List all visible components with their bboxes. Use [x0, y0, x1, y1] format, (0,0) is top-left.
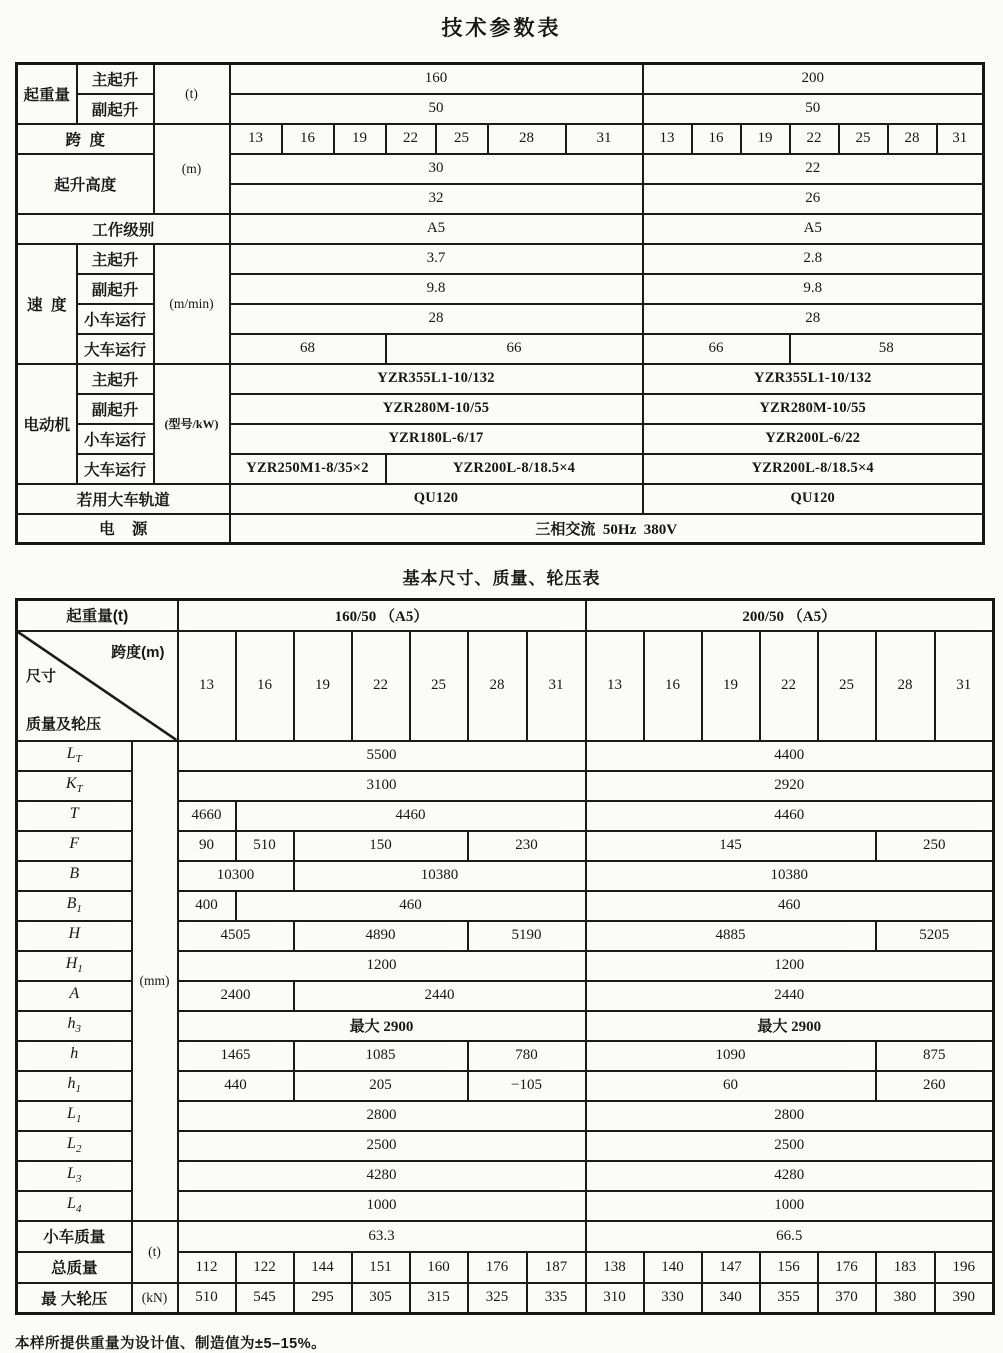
cell-H-g1b: 4890: [294, 921, 468, 951]
row-motor-main: [17, 364, 984, 394]
cell-h1-g2b: 260: [876, 1071, 994, 1101]
label-dim-A: [17, 981, 132, 1011]
cell-F-g1c: 150: [294, 831, 468, 861]
cell-motor-trolley-g2: YZR200L-6/22: [643, 424, 984, 454]
cell-LT-g2: 4400: [586, 741, 994, 771]
label-lifting-capacity: 起重量: [17, 64, 77, 124]
dim-symbol: h: [70, 1045, 79, 1063]
cell-h-g1a: 1465: [178, 1041, 294, 1071]
cell-speed-trolley-g1: 28: [230, 304, 643, 334]
cell-span-g2-13: 13: [643, 124, 692, 154]
cell-span-g2-19: 19: [741, 124, 790, 154]
dim-symbol: L: [67, 1195, 76, 1213]
label-span: 跨 度: [17, 124, 154, 154]
dim-symbol: h: [67, 1075, 76, 1093]
label-dim-H: [17, 921, 132, 951]
cell-cap-main-g2: 200: [643, 64, 984, 94]
cell-total-g1-19: 144: [294, 1252, 352, 1283]
row-dim-LT: [17, 741, 994, 771]
cell-span-g1-31: 31: [566, 124, 643, 154]
diag-span-label: 跨度(m): [111, 643, 165, 661]
cell-total-g1-22: 151: [352, 1252, 410, 1283]
cell-B1-g2: 460: [586, 891, 994, 921]
dim-subscript: 1: [75, 1113, 82, 1126]
cell-L1-g1: 2800: [178, 1101, 586, 1131]
cell-wheel-g1-16: 545: [236, 1283, 294, 1314]
col-g1-19: 19: [294, 631, 352, 741]
row-rail: [17, 484, 984, 514]
dim-symbol: F: [69, 835, 80, 853]
cell-h-g1c: 780: [468, 1041, 586, 1071]
col-g2-19: 19: [702, 631, 760, 741]
cell-A-g1b: 2440: [294, 981, 586, 1011]
cell-T-g2: 4460: [586, 801, 994, 831]
cell-F-g1b: 510: [236, 831, 294, 861]
cell-total-g1-13: 112: [178, 1252, 236, 1283]
cell-speed-main-g1: 3.7: [230, 244, 643, 274]
technical-parameters-table: [15, 62, 985, 545]
cell-motor-main-g2: YZR355L1-10/132: [643, 364, 984, 394]
dim-symbol: H: [65, 955, 78, 973]
cell-total-g1-25: 160: [410, 1252, 468, 1283]
cell-h-g2a: 1090: [586, 1041, 876, 1071]
row-capacity-header: [17, 600, 994, 631]
cell-L1-g2: 2800: [586, 1101, 994, 1131]
row-trolley-mass: [17, 1221, 994, 1252]
cell-total-g2-22: 156: [760, 1252, 818, 1283]
cell-H-g2b: 5205: [876, 921, 994, 951]
row-duty-class: [17, 214, 984, 244]
cell-F-g2a: 145: [586, 831, 876, 861]
cell-h3-g1: 最大 2900: [178, 1011, 586, 1041]
label-dim-L2: [17, 1131, 132, 1161]
dim-symbol: B: [69, 865, 80, 883]
label-lifting-height: 起升高度: [17, 154, 154, 214]
cell-wheel-g2-31: 390: [935, 1283, 994, 1314]
cell-total-g2-13: 138: [586, 1252, 644, 1283]
label-speed-aux-hoist: 副起升: [77, 274, 154, 304]
label-dim-h3: [17, 1011, 132, 1041]
dim-symbol: L: [67, 1165, 76, 1183]
cell-speed-crane-g1a: 68: [230, 334, 386, 364]
unit-model-kw: (型号/kW): [154, 364, 230, 484]
cell-motor-aux-g1: YZR280M-10/55: [230, 394, 643, 424]
label-trolley-mass: 小车质量: [17, 1221, 132, 1252]
row-diagonal-header: [17, 631, 994, 741]
label-motor: 电动机: [17, 364, 77, 484]
cell-speed-trolley-g2: 28: [643, 304, 984, 334]
col-g1-25: 25: [410, 631, 468, 741]
cell-span-g1-13: 13: [230, 124, 282, 154]
cell-group2-header: 200/50 （A5）: [586, 600, 994, 631]
cell-speed-crane-g2a: 66: [643, 334, 790, 364]
cell-height-a-g2: 22: [643, 154, 984, 184]
cell-h-g1b: 1085: [294, 1041, 468, 1071]
label-dim-LT: [17, 741, 132, 771]
cell-height-a-g1: 30: [230, 154, 643, 184]
label-dim-h1: [17, 1071, 132, 1101]
cell-total-g2-25: 176: [818, 1252, 876, 1283]
row-span: [17, 124, 984, 154]
label-dim-H1: [17, 951, 132, 981]
col-g1-28: 28: [468, 631, 527, 741]
cell-F-g2b: 250: [876, 831, 994, 861]
diag-dimension-label: 尺寸: [26, 667, 57, 685]
label-speed-trolley: 小车运行: [77, 304, 154, 334]
label-speed: 速 度: [17, 244, 77, 364]
label-dim-T: [17, 801, 132, 831]
cell-LT-g1: 5500: [178, 741, 586, 771]
cell-wheel-g1-28: 325: [468, 1283, 527, 1314]
cell-speed-crane-g2b: 58: [790, 334, 984, 364]
label-dim-L3: [17, 1161, 132, 1191]
label-total-mass: 总质量: [17, 1252, 132, 1283]
label-max-wheel-load: 最 大轮压: [17, 1283, 132, 1314]
label-dim-h: [17, 1041, 132, 1071]
cell-speed-main-g2: 2.8: [643, 244, 984, 274]
cell-H-g1a: 4505: [178, 921, 294, 951]
cell-h1-g1b: 205: [294, 1071, 468, 1101]
cell-wheel-g2-16: 330: [644, 1283, 702, 1314]
row-max-wheel-load: [17, 1283, 994, 1314]
label-motor-aux-hoist: 副起升: [77, 394, 154, 424]
cell-duty-g2: A5: [643, 214, 984, 244]
dim-symbol: B: [66, 895, 77, 913]
cell-A-g1a: 2400: [178, 981, 294, 1011]
diagonal-header-cell: [17, 631, 178, 741]
cell-motor-main-g1: YZR355L1-10/132: [230, 364, 643, 394]
cell-T-g1a: 4660: [178, 801, 236, 831]
label-speed-crane: 大车运行: [77, 334, 154, 364]
label-main-hoist: 主起升: [77, 64, 154, 94]
cell-motor-trolley-g1: YZR180L-6/17: [230, 424, 643, 454]
cell-h1-g1a: 440: [178, 1071, 294, 1101]
col-g2-28: 28: [876, 631, 935, 741]
label-motor-trolley: 小车运行: [77, 424, 154, 454]
unit-metres: (m): [154, 124, 230, 214]
dim-subscript: 2: [75, 1143, 82, 1156]
label-dim-B: [17, 861, 132, 891]
col-g2-13: 13: [586, 631, 644, 741]
diag-mass-wheel-label: 质量及轮压: [26, 715, 102, 733]
cell-A-g2: 2440: [586, 981, 994, 1011]
dimensions-table-title: 基本尺寸、质量、轮压表: [402, 569, 601, 588]
dim-subscript: T: [76, 783, 83, 796]
dim-subscript: 3: [75, 1023, 81, 1036]
cell-wheel-g2-19: 340: [702, 1283, 760, 1314]
col-g2-25: 25: [818, 631, 876, 741]
cell-wheel-g1-25: 315: [410, 1283, 468, 1314]
cell-motor-crane-g1b: YZR200L-8/18.5×4: [386, 454, 643, 484]
cell-h1-g1c: −105: [468, 1071, 586, 1101]
cell-wheel-g2-13: 310: [586, 1283, 644, 1314]
row-speed-main: [17, 244, 984, 274]
cell-duty-g1: A5: [230, 214, 643, 244]
dim-symbol: L: [67, 1105, 76, 1123]
cell-H1-g2: 1200: [586, 951, 994, 981]
cell-B-g2: 10380: [586, 861, 994, 891]
cell-speed-aux-g1: 9.8: [230, 274, 643, 304]
cell-wheel-g2-28: 380: [876, 1283, 935, 1314]
label-motor-crane: 大车运行: [77, 454, 154, 484]
cell-speed-crane-g1b: 66: [386, 334, 643, 364]
row-power: [17, 514, 984, 544]
col-g1-16: 16: [236, 631, 294, 741]
dim-symbol: T: [69, 805, 79, 823]
cell-B1-g1a: 400: [178, 891, 236, 921]
cell-span-g1-25: 25: [436, 124, 488, 154]
cell-L4-g1: 1000: [178, 1191, 586, 1221]
unit-t-mass: (t): [132, 1221, 178, 1283]
cell-total-g2-31: 196: [935, 1252, 994, 1283]
cell-rail-g1: QU120: [230, 484, 643, 514]
cell-span-g2-16: 16: [692, 124, 741, 154]
cell-wheel-g1-31: 335: [527, 1283, 586, 1314]
cell-KT-g2: 2920: [586, 771, 994, 801]
col-g1-22: 22: [352, 631, 410, 741]
cell-wheel-g1-19: 295: [294, 1283, 352, 1314]
cell-cap-aux-g2: 50: [643, 94, 984, 124]
dim-subscript: 3: [75, 1173, 82, 1186]
cell-motor-crane-g1a: YZR250M1-8/35×2: [230, 454, 386, 484]
label-dim-L1: [17, 1101, 132, 1131]
row-capacity-main: [17, 64, 984, 94]
label-aux-hoist: 副起升: [77, 94, 154, 124]
label-capacity-t: 起重量(t): [17, 600, 178, 631]
dim-subscript: 1: [76, 903, 82, 916]
cell-motor-aux-g2: YZR280M-10/55: [643, 394, 984, 424]
label-motor-main-hoist: 主起升: [77, 364, 154, 394]
cell-F-g1d: 230: [468, 831, 586, 861]
dim-symbol: A: [69, 985, 80, 1003]
cell-h3-g2: 最大 2900: [586, 1011, 994, 1041]
cell-speed-aux-g2: 9.8: [643, 274, 984, 304]
cell-rail-g2: QU120: [643, 484, 984, 514]
dim-subscript: T: [75, 753, 82, 766]
cell-trolley-mass-g2: 66.5: [586, 1221, 994, 1252]
unit-m-per-min: (m/min): [154, 244, 230, 364]
cell-motor-crane-g2: YZR200L-8/18.5×4: [643, 454, 984, 484]
technical-parameters-title: 技术参数表: [441, 17, 562, 40]
label-dim-KT: [17, 771, 132, 801]
footer-note: 本样所提供重量为设计值、制造值为±5–15%。: [15, 1336, 327, 1352]
dim-symbol: h: [67, 1015, 76, 1033]
cell-wheel-g1-22: 305: [352, 1283, 410, 1314]
cell-span-g1-28: 28: [488, 124, 566, 154]
dim-subscript: 1: [77, 963, 83, 976]
cell-total-g1-16: 122: [236, 1252, 294, 1283]
cell-total-g2-28: 183: [876, 1252, 935, 1283]
cell-L4-g2: 1000: [586, 1191, 994, 1221]
cell-T-g1b: 4460: [236, 801, 586, 831]
dim-symbol: L: [67, 1135, 76, 1153]
cell-group1-header: 160/50 （A5）: [178, 600, 586, 631]
cell-H-g2a: 4885: [586, 921, 876, 951]
col-g2-22: 22: [760, 631, 818, 741]
unit-mm: (mm): [132, 741, 178, 1221]
label-rail: 若用大车轨道: [17, 484, 230, 514]
cell-height-b-g1: 32: [230, 184, 643, 214]
cell-cap-main-g1: 160: [230, 64, 643, 94]
label-duty-class: 工作级别: [17, 214, 230, 244]
cell-span-g2-28: 28: [888, 124, 937, 154]
cell-B-g1a: 10300: [178, 861, 294, 891]
cell-span-g1-22: 22: [386, 124, 436, 154]
col-g1-13: 13: [178, 631, 236, 741]
cell-cap-aux-g1: 50: [230, 94, 643, 124]
cell-L3-g1: 4280: [178, 1161, 586, 1191]
cell-L2-g1: 2500: [178, 1131, 586, 1161]
cell-KT-g1: 3100: [178, 771, 586, 801]
cell-h1-g2a: 60: [586, 1071, 876, 1101]
cell-total-g1-28: 176: [468, 1252, 527, 1283]
cell-span-g2-31: 31: [937, 124, 984, 154]
unit-tonnes: (t): [154, 64, 230, 124]
label-power: 电 源: [17, 514, 230, 544]
cell-span-g1-19: 19: [334, 124, 386, 154]
label-speed-main-hoist: 主起升: [77, 244, 154, 274]
cell-height-b-g2: 26: [643, 184, 984, 214]
col-g2-16: 16: [644, 631, 702, 741]
cell-h-g2b: 875: [876, 1041, 994, 1071]
cell-span-g2-25: 25: [839, 124, 888, 154]
cell-wheel-g1-13: 510: [178, 1283, 236, 1314]
cell-span-g1-16: 16: [282, 124, 334, 154]
cell-total-g1-31: 187: [527, 1252, 586, 1283]
col-g1-31: 31: [527, 631, 586, 741]
label-dim-F: [17, 831, 132, 861]
dim-subscript: 4: [75, 1203, 82, 1216]
cell-wheel-g2-22: 355: [760, 1283, 818, 1314]
cell-L2-g2: 2500: [586, 1131, 994, 1161]
cell-power-supply: 三相交流 50Hz 380V: [230, 514, 984, 544]
dim-subscript: 1: [75, 1083, 81, 1096]
cell-F-g1a: 90: [178, 831, 236, 861]
label-dim-B1: [17, 891, 132, 921]
dim-symbol: K: [65, 775, 77, 793]
col-g2-31: 31: [935, 631, 994, 741]
cell-B1-g1b: 460: [236, 891, 586, 921]
label-dim-L4: [17, 1191, 132, 1221]
unit-kn: (kN): [132, 1283, 178, 1314]
cell-B-g1b: 10380: [294, 861, 586, 891]
dimensions-mass-wheelload-table: [15, 598, 995, 1315]
cell-H1-g1: 1200: [178, 951, 586, 981]
cell-span-g2-22: 22: [790, 124, 839, 154]
cell-H-g1c: 5190: [468, 921, 586, 951]
cell-L3-g2: 4280: [586, 1161, 994, 1191]
cell-wheel-g2-25: 370: [818, 1283, 876, 1314]
cell-trolley-mass-g1: 63.3: [178, 1221, 586, 1252]
cell-total-g2-19: 147: [702, 1252, 760, 1283]
dim-symbol: L: [66, 745, 76, 763]
cell-total-g2-16: 140: [644, 1252, 702, 1283]
dim-symbol: H: [68, 925, 81, 943]
